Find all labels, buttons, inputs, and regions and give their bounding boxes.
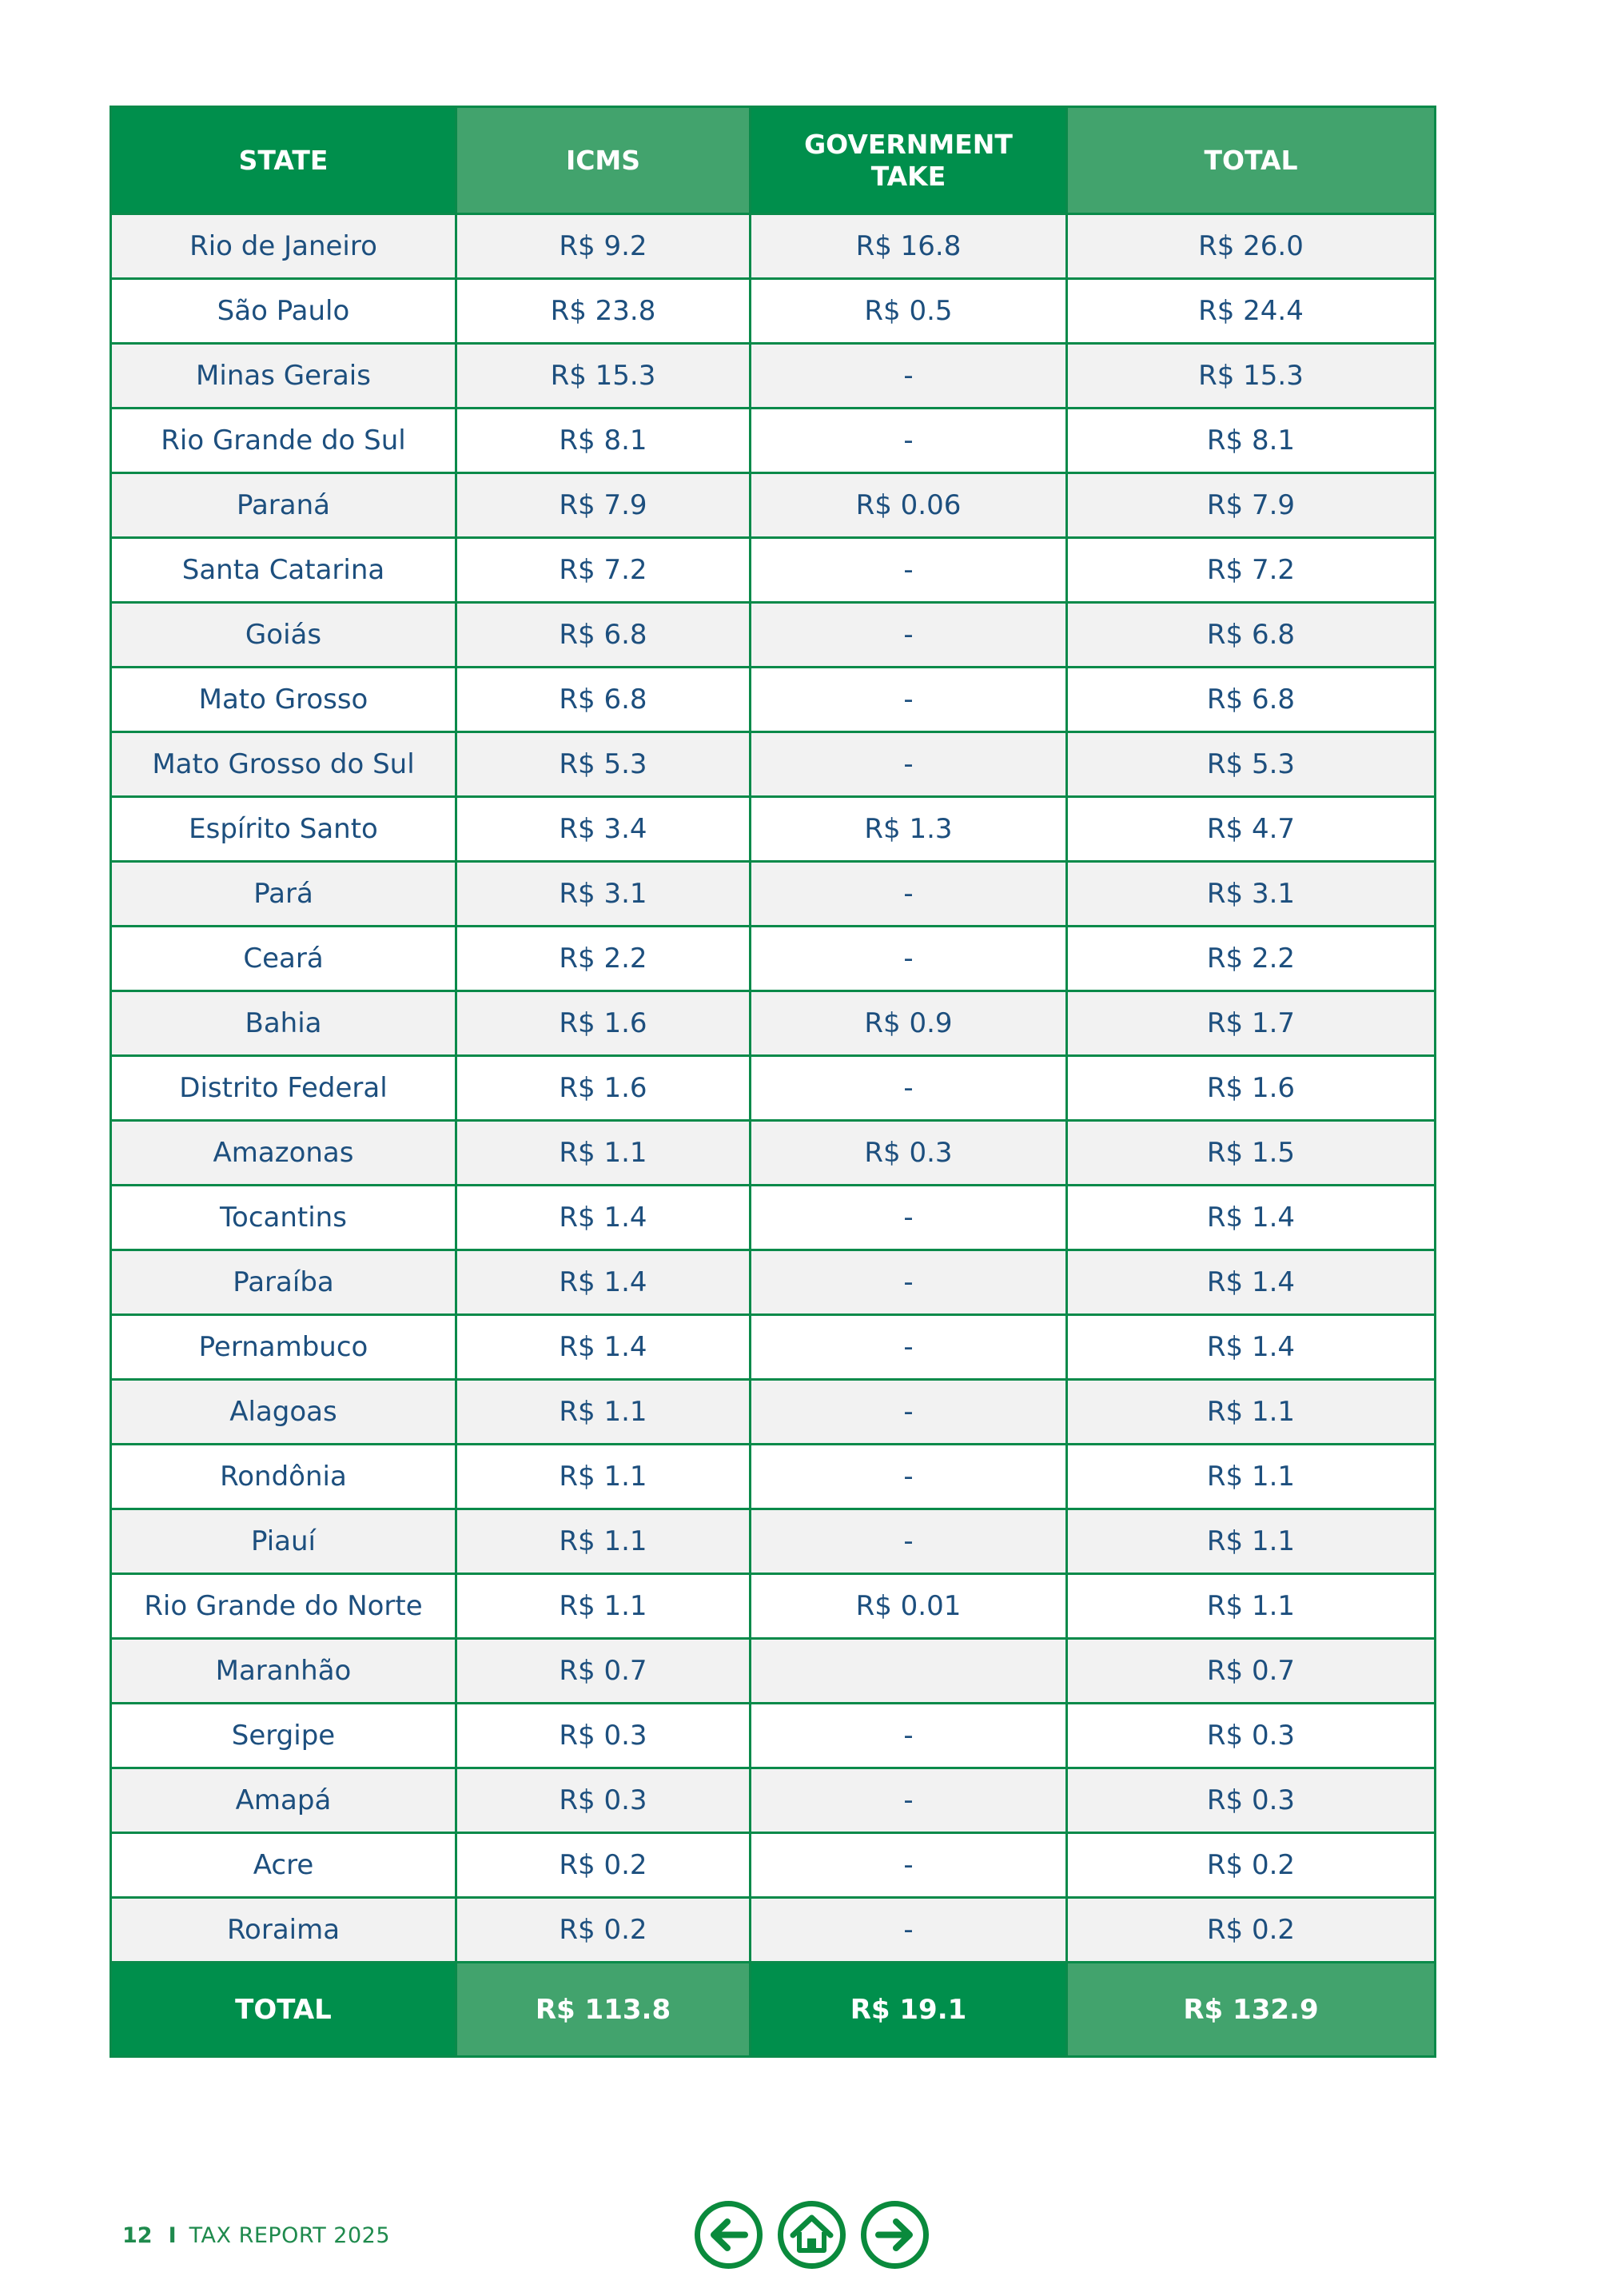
- total-cell: R$ 0.2: [1067, 1833, 1436, 1898]
- total-cell: R$ 1.4: [1067, 1186, 1436, 1250]
- state-cell: São Paulo: [111, 279, 456, 344]
- state-cell: Piauí: [111, 1509, 456, 1574]
- total-cell: R$ 1.4: [1067, 1250, 1436, 1315]
- table-row: [111, 214, 1436, 279]
- government-take-cell: -: [751, 862, 1067, 927]
- total-cell: R$ 8.1: [1067, 409, 1436, 473]
- total-cell: R$ 4.7: [1067, 797, 1436, 862]
- icms-cell: R$ 1.6: [456, 1056, 751, 1121]
- table-row: [111, 1186, 1436, 1250]
- table-row: [111, 344, 1436, 409]
- government-take-cell: -: [751, 1445, 1067, 1509]
- table-row: [111, 1768, 1436, 1833]
- icms-cell: R$ 7.2: [456, 538, 751, 603]
- government-take-cell: -: [751, 1056, 1067, 1121]
- government-take-cell: R$ 0.9: [751, 991, 1067, 1056]
- total-cell: R$ 1.1: [1067, 1574, 1436, 1639]
- total-cell: R$ 24.4: [1067, 279, 1436, 344]
- government-take-cell: -: [751, 1509, 1067, 1574]
- icms-cell: R$ 0.2: [456, 1898, 751, 1963]
- state-cell: Pará: [111, 862, 456, 927]
- table-row: [111, 538, 1436, 603]
- government-take-cell: -: [751, 1186, 1067, 1250]
- icms-cell: R$ 1.1: [456, 1445, 751, 1509]
- total-cell: R$ 7.2: [1067, 538, 1436, 603]
- government-take-cell: -: [751, 1380, 1067, 1445]
- home-icon: [777, 2200, 846, 2270]
- state-cell: Rio Grande do Norte: [111, 1574, 456, 1639]
- government-take-cell: -: [751, 732, 1067, 797]
- icms-cell: R$ 7.9: [456, 473, 751, 538]
- header-state: STATE: [111, 107, 456, 214]
- total-cell: R$ 1.1: [1067, 1445, 1436, 1509]
- government-take-cell: -: [751, 538, 1067, 603]
- government-take-cell: -: [751, 1768, 1067, 1833]
- total-cell: R$ 1.7: [1067, 991, 1436, 1056]
- home-button[interactable]: [777, 2200, 846, 2270]
- state-cell: Rio Grande do Sul: [111, 409, 456, 473]
- total-cell: R$ 1.4: [1067, 1315, 1436, 1380]
- state-cell: Amazonas: [111, 1121, 456, 1186]
- total-icms: R$ 113.8: [456, 1963, 751, 2057]
- total-government-take: R$ 19.1: [751, 1963, 1067, 2057]
- table-row: [111, 732, 1436, 797]
- state-cell: Paraíba: [111, 1250, 456, 1315]
- table-row: [111, 473, 1436, 538]
- table-row: [111, 1704, 1436, 1768]
- table-row: [111, 603, 1436, 668]
- icms-cell: R$ 3.4: [456, 797, 751, 862]
- page-footer: [122, 2219, 390, 2251]
- government-take-cell: R$ 0.5: [751, 279, 1067, 344]
- state-cell: Maranhão: [111, 1639, 456, 1704]
- table-row: [111, 1380, 1436, 1445]
- government-take-cell: -: [751, 1833, 1067, 1898]
- table-row: [111, 1445, 1436, 1509]
- table-row: [111, 1121, 1436, 1186]
- government-take-cell: R$ 0.3: [751, 1121, 1067, 1186]
- icms-cell: R$ 1.4: [456, 1186, 751, 1250]
- state-cell: Minas Gerais: [111, 344, 456, 409]
- total-cell: R$ 7.9: [1067, 473, 1436, 538]
- icms-cell: R$ 0.7: [456, 1639, 751, 1704]
- government-take-cell: -: [751, 668, 1067, 732]
- icms-cell: R$ 2.2: [456, 927, 751, 991]
- government-take-cell: -: [751, 1898, 1067, 1963]
- icms-cell: R$ 1.1: [456, 1121, 751, 1186]
- arrow-right-icon: [860, 2200, 930, 2270]
- total-cell: R$ 2.2: [1067, 927, 1436, 991]
- state-cell: Amapá: [111, 1768, 456, 1833]
- next-page-button[interactable]: [860, 2200, 930, 2270]
- table-row: [111, 1056, 1436, 1121]
- table-body: [111, 214, 1436, 1963]
- state-cell: Tocantins: [111, 1186, 456, 1250]
- government-take-cell: -: [751, 409, 1067, 473]
- total-cell: R$ 0.3: [1067, 1768, 1436, 1833]
- state-cell: Rondônia: [111, 1445, 456, 1509]
- table-row: [111, 279, 1436, 344]
- page-navigation: [694, 2200, 930, 2270]
- government-take-cell: -: [751, 1315, 1067, 1380]
- state-cell: Rio de Janeiro: [111, 214, 456, 279]
- previous-page-button[interactable]: [694, 2200, 763, 2270]
- icms-cell: R$ 1.4: [456, 1250, 751, 1315]
- table-row: [111, 1315, 1436, 1380]
- state-cell: Paraná: [111, 473, 456, 538]
- state-cell: Distrito Federal: [111, 1056, 456, 1121]
- state-cell: Mato Grosso do Sul: [111, 732, 456, 797]
- header-icms: ICMS: [456, 107, 751, 214]
- table-row: [111, 797, 1436, 862]
- state-cell: Goiás: [111, 603, 456, 668]
- total-cell: R$ 1.5: [1067, 1121, 1436, 1186]
- state-cell: Santa Catarina: [111, 538, 456, 603]
- government-take-cell: -: [751, 927, 1067, 991]
- government-take-cell: -: [751, 1704, 1067, 1768]
- arrow-left-icon: [694, 2200, 763, 2270]
- total-cell: R$ 5.3: [1067, 732, 1436, 797]
- icms-cell: R$ 1.1: [456, 1509, 751, 1574]
- icms-cell: R$ 15.3: [456, 344, 751, 409]
- total-cell: R$ 15.3: [1067, 344, 1436, 409]
- table-row: [111, 1639, 1436, 1704]
- state-cell: Espírito Santo: [111, 797, 456, 862]
- total-cell: R$ 0.3: [1067, 1704, 1436, 1768]
- state-cell: Sergipe: [111, 1704, 456, 1768]
- total-total: R$ 132.9: [1067, 1963, 1436, 2057]
- table-row: [111, 1509, 1436, 1574]
- icms-cell: R$ 23.8: [456, 279, 751, 344]
- total-label: TOTAL: [111, 1963, 456, 2057]
- table-row: [111, 1898, 1436, 1963]
- icms-cell: R$ 3.1: [456, 862, 751, 927]
- government-take-cell: -: [751, 1250, 1067, 1315]
- icms-cell: R$ 0.2: [456, 1833, 751, 1898]
- table-row: [111, 1833, 1436, 1898]
- state-cell: Alagoas: [111, 1380, 456, 1445]
- government-take-cell: R$ 0.06: [751, 473, 1067, 538]
- state-cell: Bahia: [111, 991, 456, 1056]
- icms-cell: R$ 0.3: [456, 1768, 751, 1833]
- table-row: [111, 927, 1436, 991]
- government-take-cell: -: [751, 603, 1067, 668]
- table-header-row: [111, 107, 1436, 214]
- state-cell: Mato Grosso: [111, 668, 456, 732]
- icms-cell: R$ 1.1: [456, 1380, 751, 1445]
- total-cell: R$ 3.1: [1067, 862, 1436, 927]
- total-cell: R$ 26.0: [1067, 214, 1436, 279]
- government-take-cell: R$ 16.8: [751, 214, 1067, 279]
- table-row: [111, 1574, 1436, 1639]
- government-take-cell: [751, 1639, 1067, 1704]
- icms-cell: R$ 6.8: [456, 603, 751, 668]
- table-row: [111, 668, 1436, 732]
- state-tax-table: [110, 106, 1436, 2058]
- icms-cell: R$ 5.3: [456, 732, 751, 797]
- footer-separator: I: [168, 2222, 177, 2248]
- government-take-cell: R$ 1.3: [751, 797, 1067, 862]
- total-cell: R$ 6.8: [1067, 668, 1436, 732]
- icms-cell: R$ 1.4: [456, 1315, 751, 1380]
- icms-cell: R$ 0.3: [456, 1704, 751, 1768]
- icms-cell: R$ 9.2: [456, 214, 751, 279]
- tax-table-container: [110, 106, 1434, 2058]
- total-cell: R$ 0.2: [1067, 1898, 1436, 1963]
- state-cell: Acre: [111, 1833, 456, 1898]
- table-total-row: [111, 1963, 1436, 2057]
- table-row: [111, 1250, 1436, 1315]
- table-row: [111, 991, 1436, 1056]
- total-cell: R$ 6.8: [1067, 603, 1436, 668]
- page-number: 12: [122, 2222, 153, 2248]
- icms-cell: R$ 1.1: [456, 1574, 751, 1639]
- total-cell: R$ 1.1: [1067, 1380, 1436, 1445]
- table-row: [111, 409, 1436, 473]
- report-title: TAX REPORT 2025: [189, 2222, 391, 2248]
- state-cell: Pernambuco: [111, 1315, 456, 1380]
- state-cell: Roraima: [111, 1898, 456, 1963]
- table-row: [111, 862, 1436, 927]
- total-cell: R$ 1.6: [1067, 1056, 1436, 1121]
- header-total: TOTAL: [1067, 107, 1436, 214]
- icms-cell: R$ 1.6: [456, 991, 751, 1056]
- government-take-cell: -: [751, 344, 1067, 409]
- header-government-take: GOVERNMENT TAKE: [751, 107, 1067, 214]
- state-cell: Ceará: [111, 927, 456, 991]
- government-take-cell: R$ 0.01: [751, 1574, 1067, 1639]
- total-cell: R$ 0.7: [1067, 1639, 1436, 1704]
- total-cell: R$ 1.1: [1067, 1509, 1436, 1574]
- icms-cell: R$ 8.1: [456, 409, 751, 473]
- icms-cell: R$ 6.8: [456, 668, 751, 732]
